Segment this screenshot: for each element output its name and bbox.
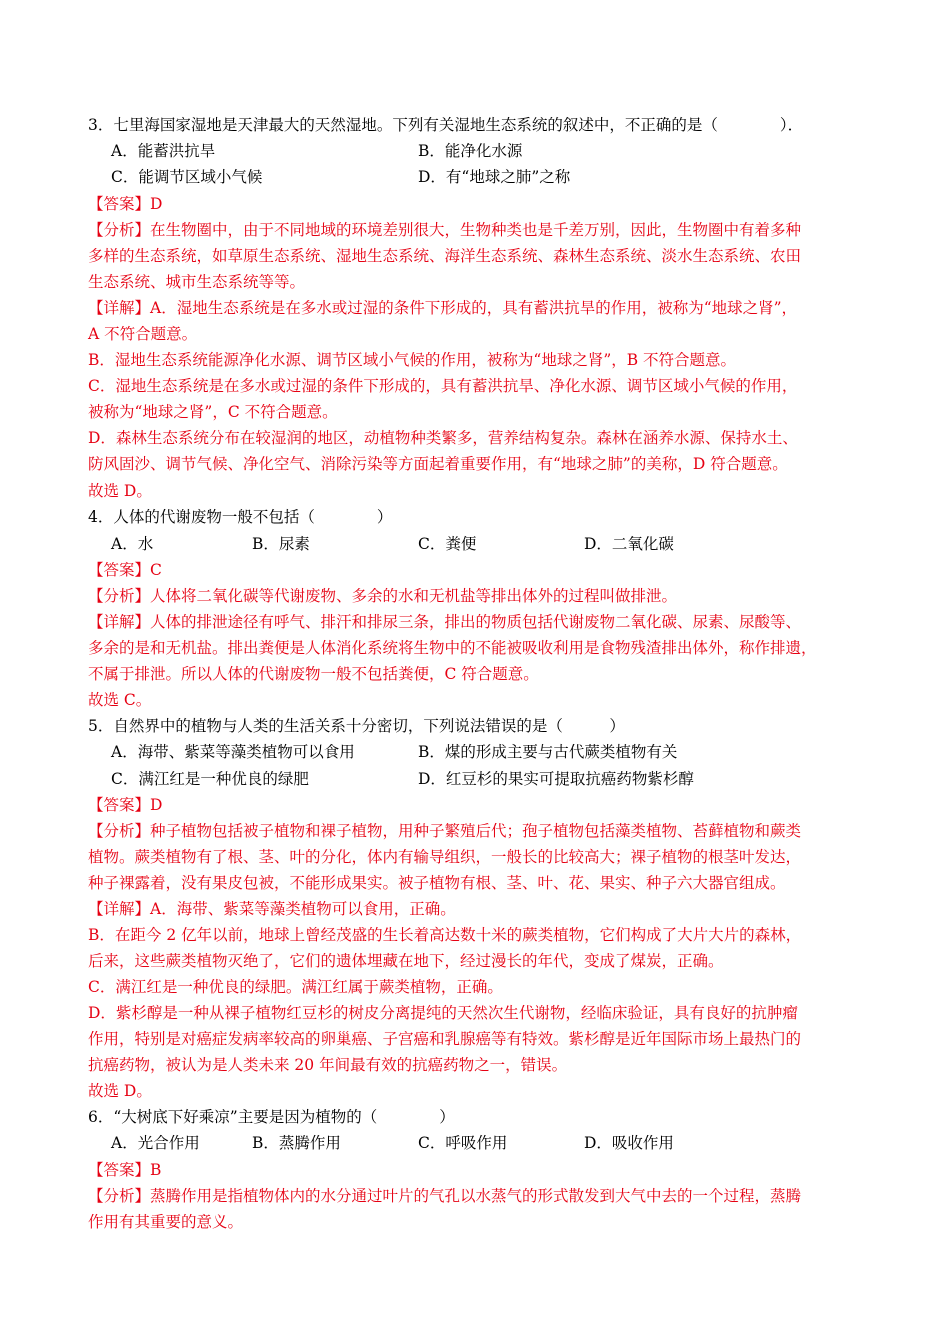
- q3-analysis-line: 多样的生态系统，如草原生态系统、湿地生态系统、海洋生态系统、森林生态系统、淡水生态系统、农田: [88, 247, 802, 265]
- q3-conclusion: 故选 D。: [88, 482, 152, 500]
- q5-option-a: A．海带、紫菜等藻类植物可以食用: [111, 743, 355, 761]
- q6-analysis-line: 作用有其重要的意义。: [88, 1213, 244, 1231]
- q5-analysis-line: 种子裸露着，没有果皮包被，不能形成果实。被子植物有根、茎、叶、花、果实、种子六大器官组成。: [88, 874, 786, 892]
- q5-detail-line: B．在距今 2 亿年以前，地球上曾经茂盛的生长着高达数十米的蕨类植物，它们构成了大片大片的森林，: [88, 926, 802, 944]
- q5-detail-line: 【详解】A．海带、紫菜等藻类植物可以食用，正确。: [88, 900, 456, 918]
- q5-analysis-line: 【分析】种子植物包括被子植物和裸子植物，用种子繁殖后代；孢子植物包括藻类植物、苔藓植物和蕨类: [88, 822, 802, 840]
- q4-detail-line: 不属于排泄。所以人体的代谢废物一般不包括粪便，C 符合题意。: [88, 665, 539, 683]
- q5-detail-line: 抗癌药物，被认为是人类未来 20 年间最有效的抗癌药物之一，错误。: [88, 1056, 568, 1074]
- q6-option-c: C．呼吸作用: [418, 1134, 508, 1152]
- q6-stem: 6．“大树底下好乘凉”主要是因为植物的（ ）: [88, 1108, 455, 1126]
- q6-option-b: B．蒸腾作用: [252, 1134, 341, 1152]
- q4-conclusion: 故选 C。: [88, 691, 152, 709]
- q4-option-a: A．水: [111, 535, 154, 553]
- q3-detail-line: 被称为“地球之肾”，C 不符合题意。: [88, 403, 338, 421]
- q4-answer: 【答案】C: [88, 561, 162, 579]
- q3-detail-line: 防风固沙、调节气候、净化空气、消除污染等方面起着重要作用，有“地球之肺”的美称，D 符合题意。: [88, 455, 788, 473]
- q3-detail-line: B．湿地生态系统能源净化水源、调节区域小气候的作用，被称为“地球之肾”，B 不符合题意。: [88, 351, 737, 369]
- q3-detail-line: D．森林生态系统分布在较湿润的地区，动植物种类繁多，营养结构复杂。森林在涵养水源、保持水土、: [88, 429, 798, 447]
- q3-detail-line: A 不符合题意。: [88, 325, 198, 343]
- q6-answer: 【答案】B: [88, 1161, 162, 1179]
- q4-detail-line: 【详解】人体的排泄途径有呼气、排汗和排尿三条，排出的物质包括代谢废物二氧化碳、尿素、尿酸等、: [88, 613, 802, 631]
- q3-analysis-line: 生态系统、城市生态系统等等。: [88, 273, 306, 291]
- q3-option-b: B．能净化水源: [418, 142, 523, 160]
- q4-option-b: B．尿素: [252, 535, 310, 553]
- q3-option-c: C．能调节区域小气候: [111, 168, 263, 186]
- q3-option-d: D．有“地球之肺”之称: [418, 168, 571, 186]
- q5-detail-line: D．紫杉醇是一种从裸子植物红豆杉的树皮分离提纯的天然次生代谢物，经临床验证，具有良好的抗肿瘤: [88, 1004, 798, 1022]
- q3-option-a: A．能蓄洪抗旱: [111, 142, 216, 160]
- q5-analysis-line: 植物。蕨类植物有了根、茎、叶的分化，体内有输导组织，一般长的比较高大；裸子植物的根茎叶发达，: [88, 848, 802, 866]
- q6-option-d: D．吸收作用: [584, 1134, 674, 1152]
- q3-answer: 【答案】D: [88, 195, 163, 213]
- q5-detail-line: 后来，这些蕨类植物灭绝了，它们的遗体埋藏在地下，经过漫长的年代，变成了煤炭，正确。: [88, 952, 724, 970]
- q3-detail-line: 【详解】A．湿地生态系统是在多水或过湿的条件下形成的，具有蓄洪抗旱的作用，被称为“地球之肾”，: [88, 299, 798, 317]
- q5-conclusion: 故选 D。: [88, 1082, 152, 1100]
- q5-answer: 【答案】D: [88, 796, 163, 814]
- q4-option-d: D．二氧化碳: [584, 535, 674, 553]
- q3-stem: 3．七里海国家湿地是天津最大的天然湿地。下列有关湿地生态系统的叙述中，不正确的是（ ）．: [88, 116, 804, 134]
- q4-analysis-line: 【分析】人体将二氧化碳等代谢废物、多余的水和无机盐等排出体外的过程叫做排泄。: [88, 587, 678, 605]
- q4-option-c: C．粪便: [418, 535, 477, 553]
- q6-option-a: A．光合作用: [111, 1134, 200, 1152]
- q5-option-c: C．满江红是一种优良的绿肥: [111, 770, 309, 788]
- q4-stem: 4．人体的代谢废物一般不包括（ ）: [88, 508, 393, 526]
- q3-analysis-line: 【分析】在生物圈中，由于不同地域的环境差别很大，生物种类也是千差万别，因此，生物圈中有着多种: [88, 221, 802, 239]
- q5-stem: 5．自然界中的植物与人类的生活关系十分密切，下列说法错误的是（ ）: [88, 717, 625, 735]
- q5-detail-line: C．满江红是一种优良的绿肥。满江红属于蕨类植物，正确。: [88, 978, 503, 996]
- q3-detail-line: C．湿地生态系统是在多水或过湿的条件下形成的，具有蓄洪抗旱、净化水源、调节区域小气候的作用，: [88, 377, 798, 395]
- q6-analysis-line: 【分析】蒸腾作用是指植物体内的水分通过叶片的气孔以水蒸气的形式散发到大气中去的一个过程，蒸腾: [88, 1187, 802, 1205]
- q4-detail-line: 多余的是和无机盐。排出粪便是人体消化系统将生物中的不能被吸收利用是食物残渣排出体外，称作排遗，: [88, 639, 817, 657]
- q5-option-d: D．红豆杉的果实可提取抗癌药物紫杉醇: [418, 770, 694, 788]
- q5-detail-line: 作用，特别是对癌症发病率较高的卵巢癌、子宫癌和乳腺癌等有特效。紫杉醇是近年国际市场上最热门的: [88, 1030, 802, 1048]
- q5-option-b: B．煤的形成主要与古代蕨类植物有关: [418, 743, 678, 761]
